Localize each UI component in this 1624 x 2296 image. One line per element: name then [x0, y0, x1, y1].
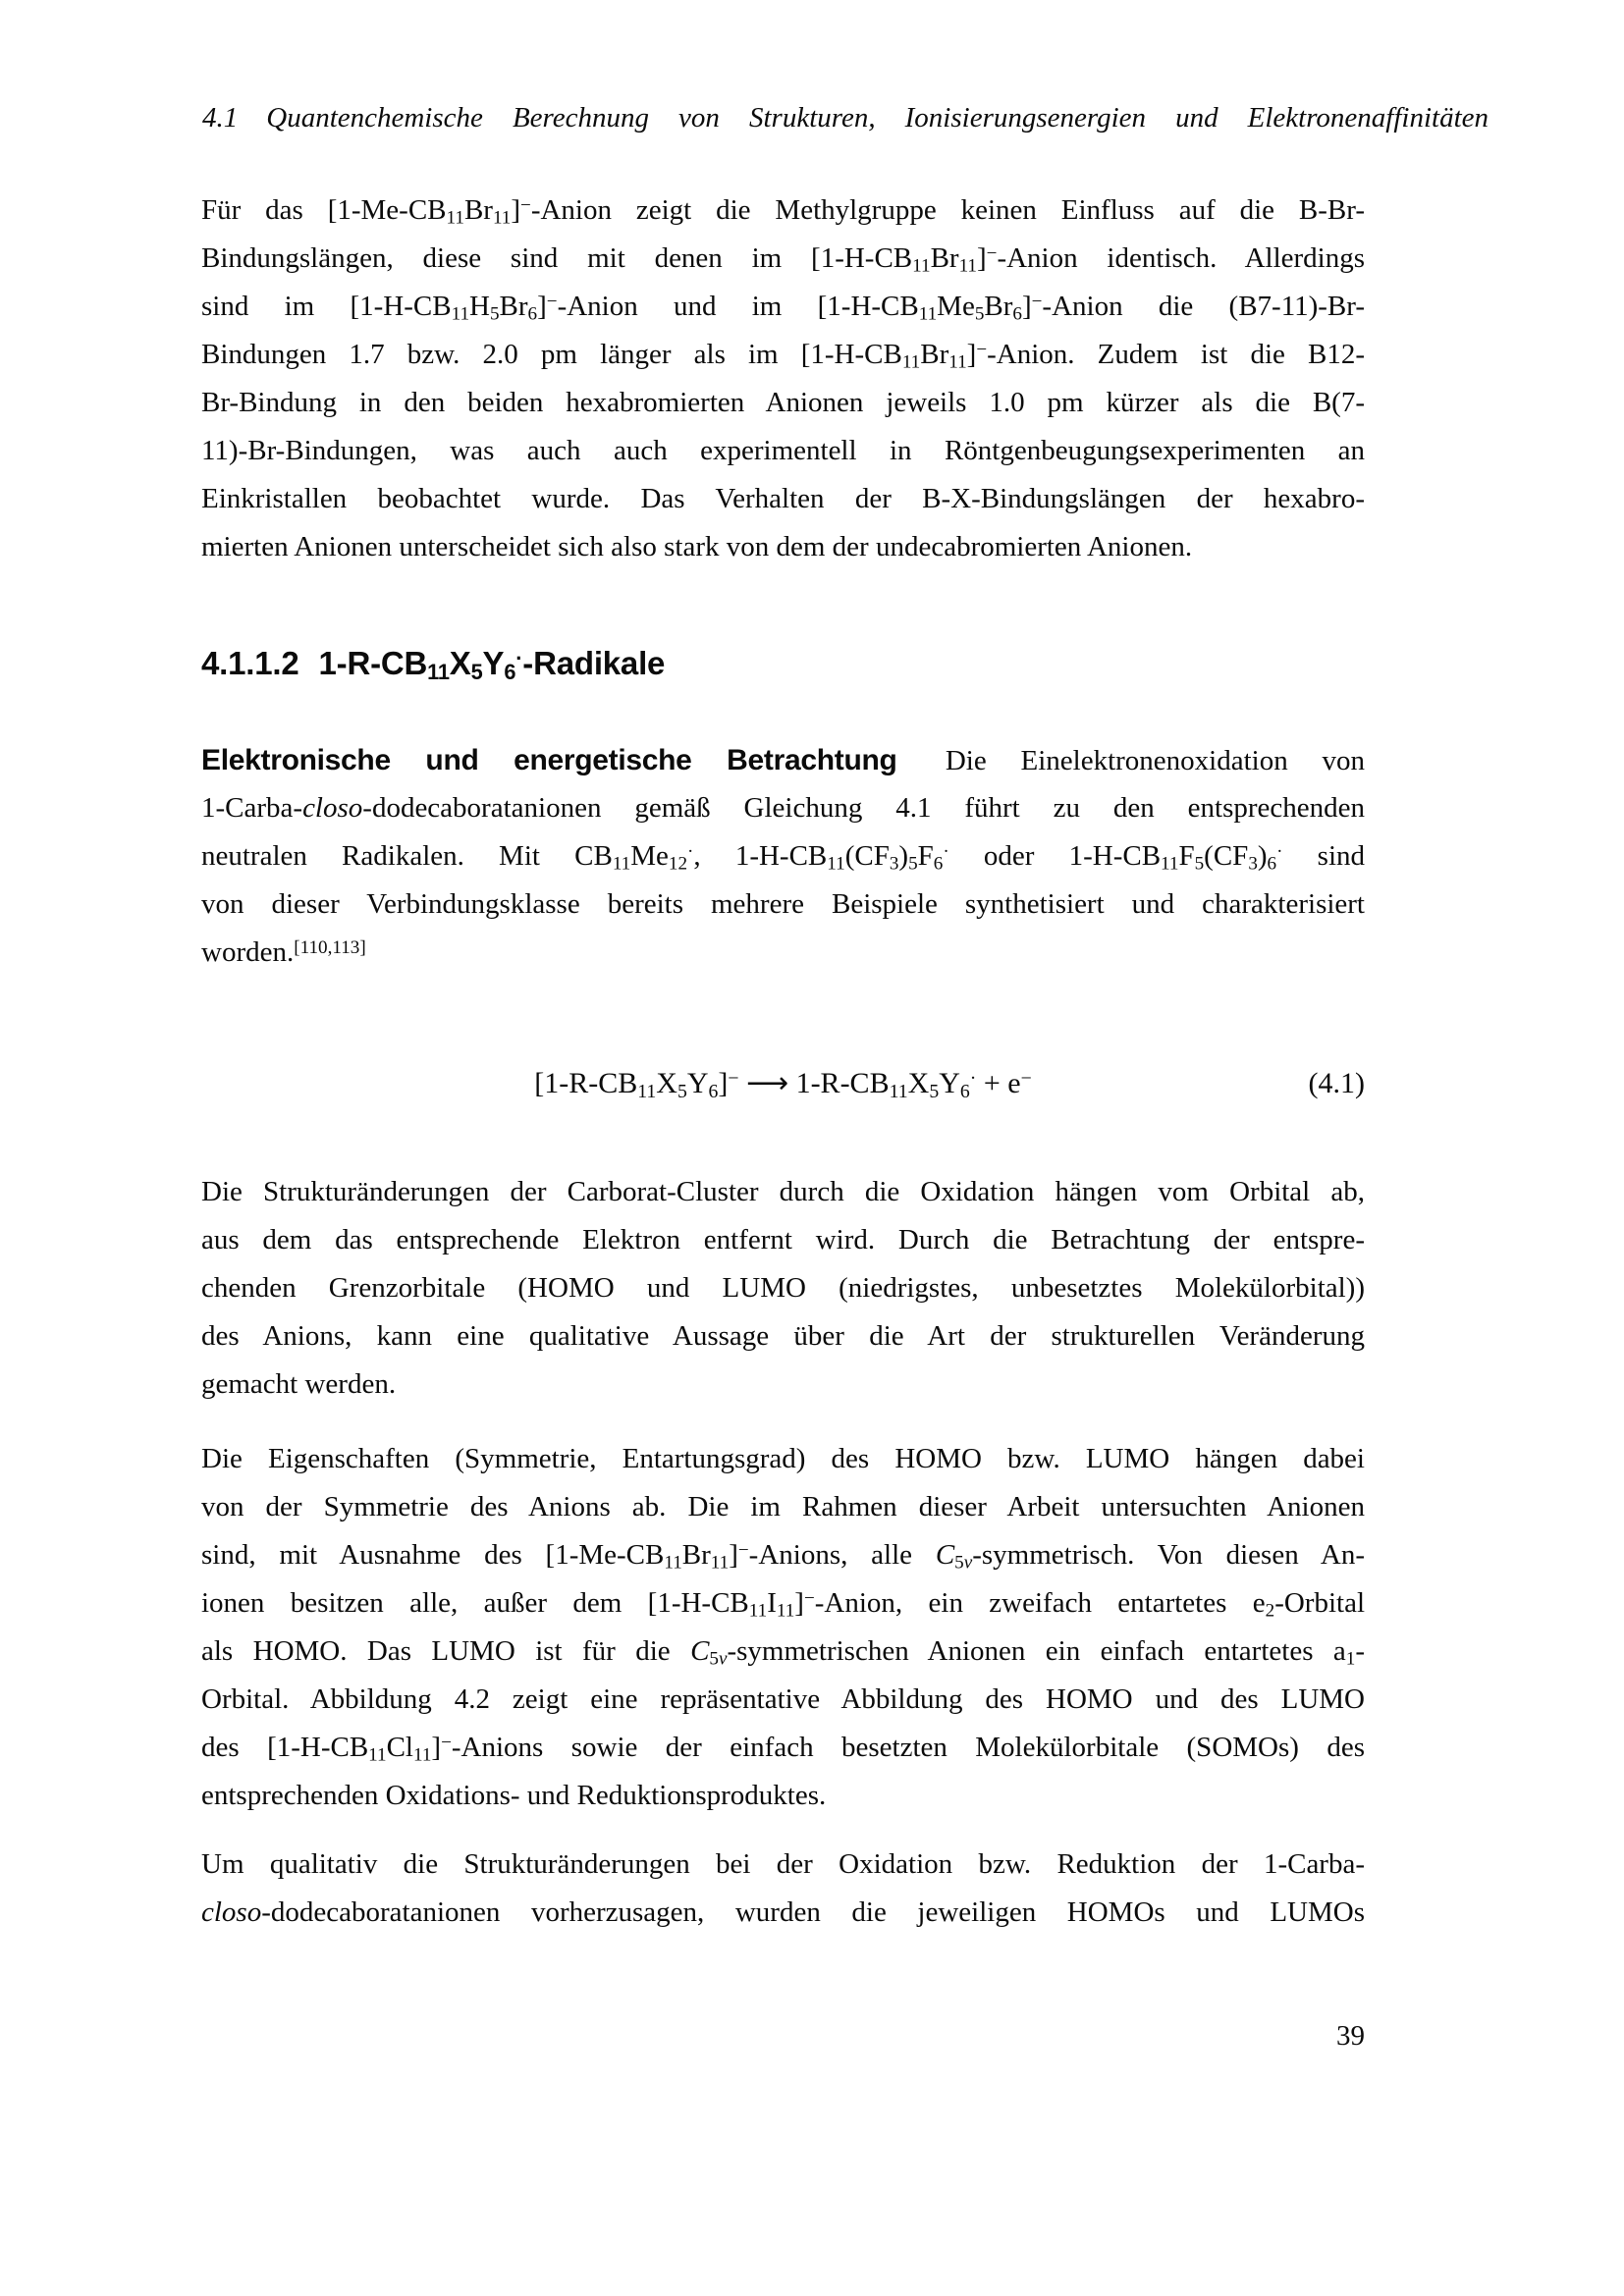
text-line: des $[1-H-CB_{11}Cl_{11}]^-$-Anions sowie der einfach besetzten Molekülorbitale (SOMOs) des [201, 1732, 1365, 1766]
section-number: 4.1.1.2 [201, 645, 299, 681]
paragraph-eigenschaften-homo-lumo [201, 1435, 1365, 1820]
equation-number: (4.1) [1308, 1067, 1365, 1099]
text-line: sind, mit Ausnahme des $[1-Me-CB_{11}Br_{11}]^-$-Anions, alle $C_{5v}$-symmetrisch. Von diesen An- [201, 1539, 1365, 1574]
text-line: von der Symmetrie des Anions ab. Die im Rahmen dieser Arbeit untersuchten Anionen [201, 1491, 1365, 1522]
equation-4-1 [201, 1058, 1365, 1109]
text-line: 1-Carba-closo-dodecaboratanionen gemäß Gleichung 4.1 führt zu den entsprechenden [201, 792, 1365, 824]
text-line: Bindungen 1.7 bzw. 2.0 pm länger als im $[1-H-CB_{11}Br_{11}]^-$-Anion. Zudem ist die B12- [201, 339, 1365, 373]
paragraph-bbr-bindungslaengen [201, 187, 1365, 571]
text-line: entsprechenden Oxidations- und Reduktionsproduktes. [201, 1780, 827, 1811]
section-heading [201, 640, 1492, 687]
text-line: Für das $[1-Me-CB_{11}Br_{11}]^-$-Anion zeigt die Methylgruppe keinen Einfluss auf die B-Br- [201, 194, 1365, 229]
text-line: von dieser Verbindungsklasse bereits mehrere Beispiele synthetisiert und charakterisiert [201, 888, 1365, 920]
text-line: chenden Grenzorbitale (HOMO und LUMO (niedrigstes, unbesetztes Molekülorbital)) [201, 1272, 1365, 1304]
text-line: aus dem das entsprechende Elektron entfernt wird. Durch die Betrachtung der entspre- [201, 1224, 1365, 1255]
text-line: 11)-Br-Bindungen, was auch auch experimentell in Röntgenbeugungsexperimenten an [201, 435, 1365, 466]
text-line: gemacht werden. [201, 1368, 397, 1400]
running-head: 4.1 Quantenchemische Berechnung von Strukturen, Ionisierungsenergien und Elektronenaffinitäten [202, 102, 1489, 133]
paragraph-elektronische-betrachtung [201, 736, 1365, 977]
section-title: $1-R-CB_{11}X_5Y_6^\cdot$-Radikale [318, 645, 666, 685]
paragraph-strukturaenderungen [201, 1168, 1365, 1409]
text-line: sind im $[1-H-CB_{11}H_5Br_6]^-$-Anion und im $[1-H-CB_{11}Me_5Br_6]^-$-Anion die (B7-11)-Br- [201, 291, 1366, 325]
text-line: Bindungslängen, diese sind mit denen im $[1-H-CB_{11}Br_{11}]^-$-Anion identisch. Allerdings [201, 242, 1366, 277]
text-line: Einkristallen beobachtet wurde. Das Verhalten der B-X-Bindungslängen der hexabro- [201, 483, 1365, 514]
page-number: 39 [1336, 2020, 1365, 2052]
paragraph-um-qualitativ [201, 1841, 1365, 1937]
text-line: closo-dodecaboratanionen vorherzusagen, wurden die jeweiligen HOMOs und LUMOs [201, 1896, 1365, 1928]
text-line: Die Strukturänderungen der Carborat-Cluster durch die Oxidation hängen vom Orbital ab, [201, 1176, 1365, 1207]
text-line: des Anions, kann eine qualitative Aussage über die Art der strukturellen Veränderung [201, 1320, 1365, 1352]
text-line: Orbital. Abbildung 4.2 zeigt eine repräsentative Abbildung des HOMO und des LUMO [201, 1683, 1365, 1715]
text-line: worden.[110,113] [201, 936, 366, 968]
text-line: Die Eigenschaften (Symmetrie, Entartungsgrad) des HOMO bzw. LUMO hängen dabei [201, 1443, 1365, 1474]
text-line: Elektronische und energetische Betrachtung Die Einelektronenoxidation von [201, 744, 1365, 776]
equation-formula: $[1-R-CB_{11}X_5Y_6]^-$ ⟶ $1-R-CB_{11}X_5Y_6^\cdot + e^-$ [534, 1067, 1032, 1102]
text-line: als HOMO. Das LUMO ist für die $C_{5v}$-symmetrischen Anionen ein einfach entartetes $a_1-$ [201, 1635, 1365, 1670]
text-line: neutralen Radikalen. Mit $CB_{11}Me_{12}^\cdot$, $1-H-CB_{11}(CF_3)_5F_6^\cdot$ oder $1-H-CB_{11}F_5(CF_3)_6^\cdot$ sind [201, 840, 1365, 875]
text-line: Um qualitativ die Strukturänderungen bei der Oxidation bzw. Reduktion der 1-Carba- [201, 1848, 1365, 1880]
text-line: mierten Anionen unterscheidet sich also stark von dem der undecabromierten Anionen. [201, 531, 1193, 562]
text-line: Br-Bindung in den beiden hexabromierten Anionen jeweils 1.0 pm kürzer als die B(7- [201, 387, 1365, 418]
text-line: ionen besitzen alle, außer dem $[1-H-CB_{11}I_{11}]^-$-Anion, ein zweifach entartetes $e_2$-Orbital [201, 1587, 1366, 1622]
